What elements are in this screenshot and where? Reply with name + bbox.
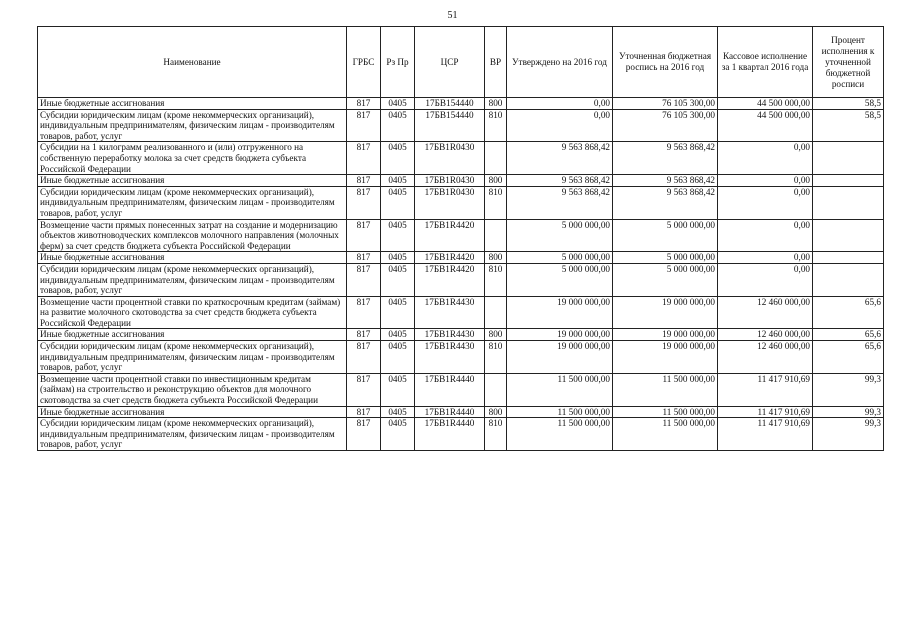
cell-csr: 17БВ1R4440 <box>415 406 485 418</box>
cell-approved: 9 563 868,42 <box>507 142 613 175</box>
cell-approved: 9 563 868,42 <box>507 175 613 187</box>
header-cash: Кассовое исполнение за 1 квартал 2016 года <box>718 27 813 98</box>
cell-name: Иные бюджетные ассигнования <box>38 406 347 418</box>
cell-cash: 12 460 000,00 <box>718 296 813 329</box>
cell-grbs: 817 <box>347 406 381 418</box>
table-row <box>38 296 884 329</box>
cell-grbs: 817 <box>347 296 381 329</box>
cell-rzpr: 0405 <box>381 373 415 406</box>
cell-refined: 5 000 000,00 <box>613 252 718 264</box>
table-row <box>38 142 884 175</box>
cell-vr: 800 <box>485 329 507 341</box>
cell-name: Субсидии юридическим лицам (кроме некоммерческих организаций), индивидуальным предпринимателям, физическим лицам - производителям товаров, работ, услуг <box>38 418 347 451</box>
cell-name: Иные бюджетные ассигнования <box>38 98 347 110</box>
cell-csr: 17БВ1R0430 <box>415 175 485 187</box>
cell-csr: 17БВ1R4420 <box>415 263 485 296</box>
cell-rzpr: 0405 <box>381 219 415 252</box>
table-row <box>38 418 884 451</box>
cell-approved: 5 000 000,00 <box>507 263 613 296</box>
cell-rzpr: 0405 <box>381 329 415 341</box>
cell-grbs: 817 <box>347 186 381 219</box>
header-row <box>38 27 884 98</box>
cell-vr <box>485 296 507 329</box>
cell-grbs: 817 <box>347 373 381 406</box>
header-rzpr: Рз Пр <box>381 27 415 98</box>
cell-refined: 76 105 300,00 <box>613 109 718 142</box>
cell-csr: 17БВ1R4430 <box>415 329 485 341</box>
table-row <box>38 406 884 418</box>
cell-name: Субсидии юридическим лицам (кроме некоммерческих организаций), индивидуальным предпринимателям, физическим лицам - производителям товаров, работ, услуг <box>38 263 347 296</box>
cell-name: Субсидии юридическим лицам (кроме некоммерческих организаций), индивидуальным предпринимателям, физическим лицам - производителям товаров, работ, услуг <box>38 186 347 219</box>
cell-csr: 17БВ1R0430 <box>415 186 485 219</box>
cell-rzpr: 0405 <box>381 252 415 264</box>
cell-vr: 810 <box>485 341 507 374</box>
cell-name: Иные бюджетные ассигнования <box>38 329 347 341</box>
header-vr: ВР <box>485 27 507 98</box>
cell-grbs: 817 <box>347 142 381 175</box>
cell-rzpr: 0405 <box>381 406 415 418</box>
cell-approved: 11 500 000,00 <box>507 373 613 406</box>
cell-csr: 17БВ154440 <box>415 98 485 110</box>
cell-rzpr: 0405 <box>381 296 415 329</box>
table-row <box>38 98 884 110</box>
cell-refined: 5 000 000,00 <box>613 263 718 296</box>
cell-refined: 19 000 000,00 <box>613 329 718 341</box>
cell-csr: 17БВ1R4430 <box>415 296 485 329</box>
cell-cash: 0,00 <box>718 186 813 219</box>
cell-cash: 44 500 000,00 <box>718 109 813 142</box>
page-number: 51 <box>447 10 458 21</box>
cell-percent: 65,6 <box>813 296 884 329</box>
cell-refined: 76 105 300,00 <box>613 98 718 110</box>
cell-cash: 0,00 <box>718 175 813 187</box>
cell-cash: 12 460 000,00 <box>718 329 813 341</box>
cell-rzpr: 0405 <box>381 175 415 187</box>
header-csr: ЦСР <box>415 27 485 98</box>
cell-grbs: 817 <box>347 252 381 264</box>
cell-grbs: 817 <box>347 109 381 142</box>
cell-csr: 17БВ1R4430 <box>415 341 485 374</box>
cell-refined: 9 563 868,42 <box>613 142 718 175</box>
cell-vr: 800 <box>485 175 507 187</box>
header-percent: Процент исполнения к уточненной бюджетной росписи <box>813 27 884 98</box>
cell-csr: 17БВ1R0430 <box>415 142 485 175</box>
budget-table <box>37 26 884 451</box>
cell-rzpr: 0405 <box>381 109 415 142</box>
cell-name: Субсидии юридическим лицам (кроме некоммерческих организаций), индивидуальным предпринимателям, физическим лицам - производителям товаров, работ, услуг <box>38 341 347 374</box>
cell-grbs: 817 <box>347 418 381 451</box>
cell-approved: 19 000 000,00 <box>507 329 613 341</box>
cell-rzpr: 0405 <box>381 341 415 374</box>
cell-csr: 17БВ1R4420 <box>415 219 485 252</box>
cell-percent: 58,5 <box>813 98 884 110</box>
cell-percent <box>813 175 884 187</box>
cell-cash: 12 460 000,00 <box>718 341 813 374</box>
cell-refined: 5 000 000,00 <box>613 219 718 252</box>
cell-grbs: 817 <box>347 98 381 110</box>
cell-percent <box>813 263 884 296</box>
cell-cash: 0,00 <box>718 219 813 252</box>
cell-grbs: 817 <box>347 219 381 252</box>
cell-percent: 99,3 <box>813 373 884 406</box>
cell-cash: 11 417 910,69 <box>718 418 813 451</box>
cell-percent: 65,6 <box>813 341 884 374</box>
cell-vr: 810 <box>485 186 507 219</box>
cell-refined: 11 500 000,00 <box>613 373 718 406</box>
cell-percent <box>813 186 884 219</box>
cell-percent <box>813 142 884 175</box>
cell-vr: 810 <box>485 109 507 142</box>
cell-cash: 0,00 <box>718 142 813 175</box>
cell-refined: 11 500 000,00 <box>613 406 718 418</box>
table-row <box>38 341 884 374</box>
table-body <box>38 98 884 451</box>
cell-csr: 17БВ1R4420 <box>415 252 485 264</box>
cell-csr: 17БВ1R4440 <box>415 373 485 406</box>
cell-cash: 0,00 <box>718 263 813 296</box>
table-row <box>38 219 884 252</box>
cell-csr: 17БВ154440 <box>415 109 485 142</box>
cell-approved: 19 000 000,00 <box>507 296 613 329</box>
cell-grbs: 817 <box>347 341 381 374</box>
cell-name: Возмещение части прямых понесенных затрат на создание и модернизацию объектов животноводческих комплексов молочного направления (молочных ферм) за счет средств бюджета субъекта Российской Федерации <box>38 219 347 252</box>
cell-name: Возмещение части процентной ставки по инвестиционным кредитам (займам) на строительство и реконструкцию объектов для молочного скотоводства за счет средств бюджета субъекта Российской Федерации <box>38 373 347 406</box>
cell-name: Иные бюджетные ассигнования <box>38 175 347 187</box>
table-row <box>38 263 884 296</box>
cell-percent <box>813 219 884 252</box>
cell-refined: 9 563 868,42 <box>613 186 718 219</box>
cell-rzpr: 0405 <box>381 186 415 219</box>
cell-name: Субсидии юридическим лицам (кроме некоммерческих организаций), индивидуальным предпринимателям, физическим лицам - производителям товаров, работ, услуг <box>38 109 347 142</box>
cell-approved: 9 563 868,42 <box>507 186 613 219</box>
cell-refined: 11 500 000,00 <box>613 418 718 451</box>
table-row <box>38 109 884 142</box>
cell-percent: 99,3 <box>813 418 884 451</box>
cell-cash: 0,00 <box>718 252 813 264</box>
cell-cash: 11 417 910,69 <box>718 406 813 418</box>
cell-vr: 800 <box>485 98 507 110</box>
cell-vr: 800 <box>485 252 507 264</box>
header-name: Наименование <box>38 27 347 98</box>
table-row <box>38 252 884 264</box>
table-row <box>38 186 884 219</box>
cell-csr: 17БВ1R4440 <box>415 418 485 451</box>
cell-vr <box>485 373 507 406</box>
cell-vr: 810 <box>485 263 507 296</box>
cell-percent: 99,3 <box>813 406 884 418</box>
cell-name: Возмещение части процентной ставки по краткосрочным кредитам (займам) на развитие молочного скотоводства за счет средств бюджета субъекта Российской Федерации <box>38 296 347 329</box>
table-row <box>38 329 884 341</box>
cell-vr <box>485 142 507 175</box>
cell-approved: 11 500 000,00 <box>507 418 613 451</box>
cell-percent <box>813 252 884 264</box>
cell-name: Субсидии на 1 килограмм реализованного и (или) отгруженного на собственную переработку молока за счет средств бюджета субъекта Российской Федерации <box>38 142 347 175</box>
cell-refined: 9 563 868,42 <box>613 175 718 187</box>
cell-name: Иные бюджетные ассигнования <box>38 252 347 264</box>
cell-grbs: 817 <box>347 329 381 341</box>
cell-approved: 19 000 000,00 <box>507 341 613 374</box>
cell-grbs: 817 <box>347 263 381 296</box>
cell-grbs: 817 <box>347 175 381 187</box>
cell-vr: 800 <box>485 406 507 418</box>
cell-approved: 11 500 000,00 <box>507 406 613 418</box>
cell-rzpr: 0405 <box>381 98 415 110</box>
cell-approved: 0,00 <box>507 109 613 142</box>
cell-approved: 5 000 000,00 <box>507 252 613 264</box>
table-row <box>38 373 884 406</box>
header-grbs: ГРБС <box>347 27 381 98</box>
header-approved: Утверждено на 2016 год <box>507 27 613 98</box>
cell-vr <box>485 219 507 252</box>
cell-approved: 5 000 000,00 <box>507 219 613 252</box>
table-row <box>38 175 884 187</box>
cell-percent: 65,6 <box>813 329 884 341</box>
header-refined: Уточненная бюджетная роспись на 2016 год <box>613 27 718 98</box>
cell-cash: 11 417 910,69 <box>718 373 813 406</box>
cell-vr: 810 <box>485 418 507 451</box>
cell-cash: 44 500 000,00 <box>718 98 813 110</box>
cell-rzpr: 0405 <box>381 263 415 296</box>
cell-rzpr: 0405 <box>381 418 415 451</box>
cell-rzpr: 0405 <box>381 142 415 175</box>
cell-approved: 0,00 <box>507 98 613 110</box>
cell-refined: 19 000 000,00 <box>613 296 718 329</box>
cell-refined: 19 000 000,00 <box>613 341 718 374</box>
cell-percent: 58,5 <box>813 109 884 142</box>
